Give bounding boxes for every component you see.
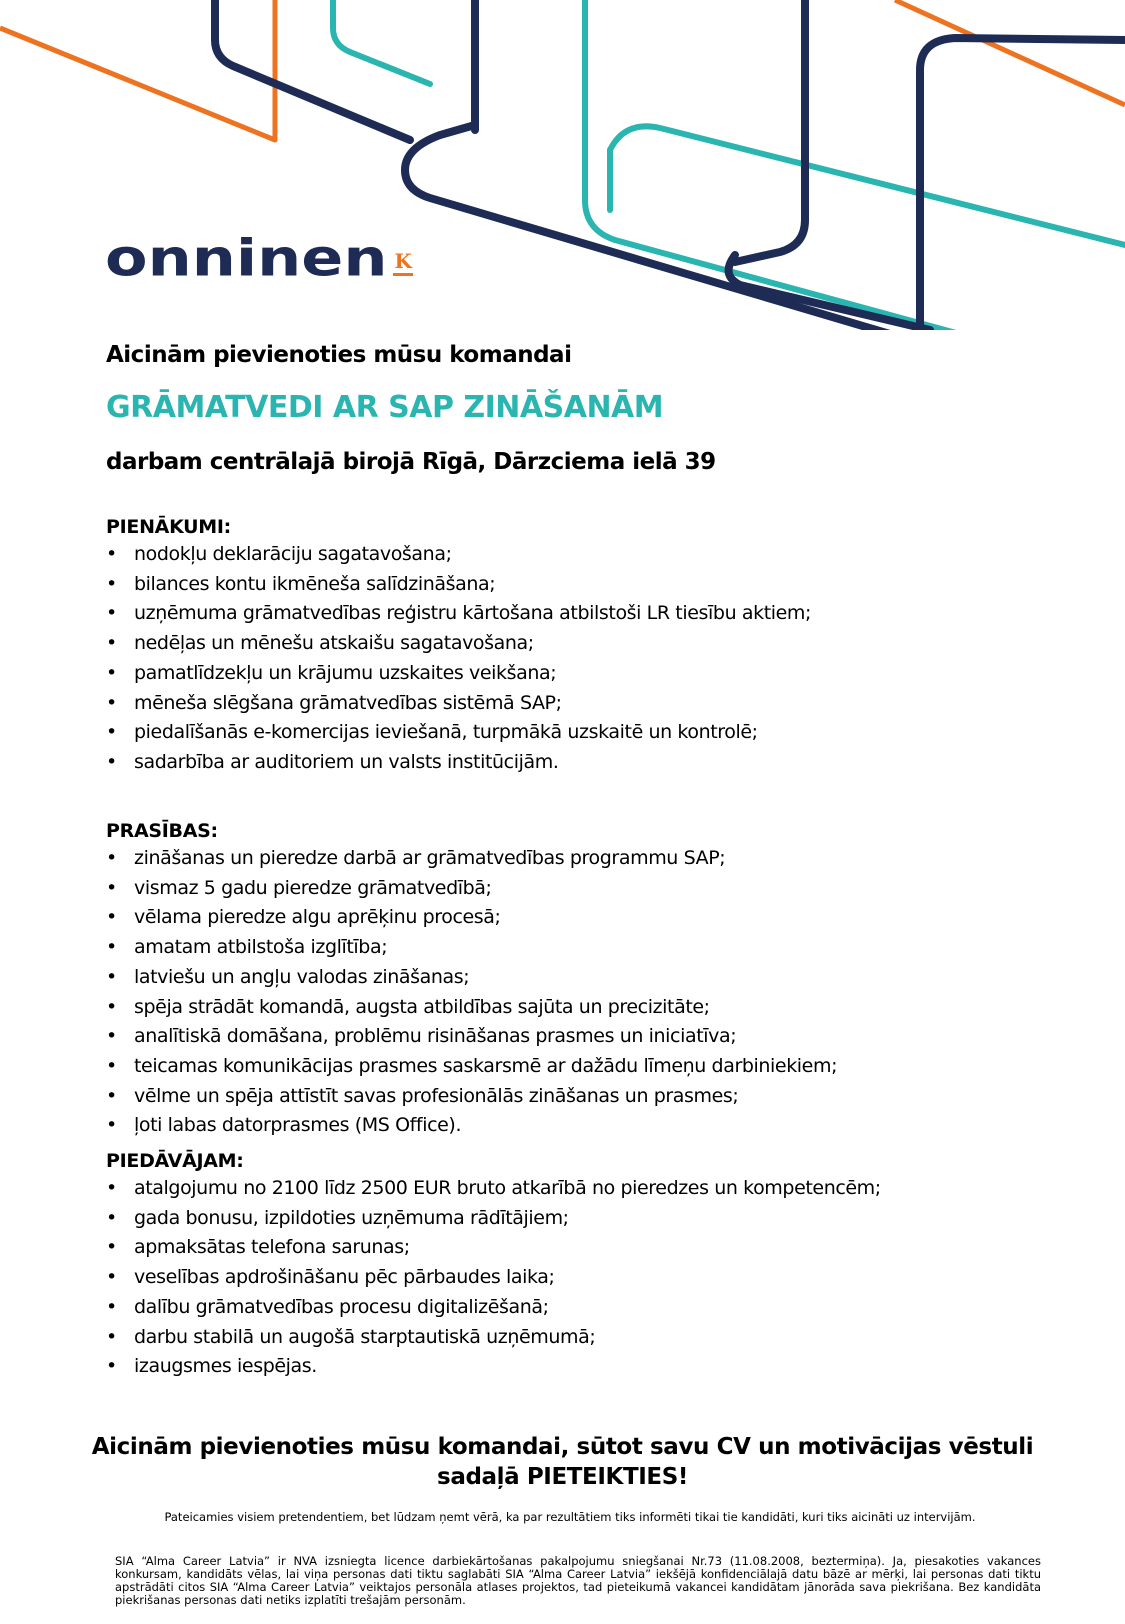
list-item: • sadarbība ar auditoriem un valsts institūcijām.: [106, 748, 811, 778]
duties-heading: PIENĀKUMI:: [106, 516, 231, 538]
list-item: • darbu stabilā un augošā starptautiskā uzņēmumā;: [106, 1323, 881, 1353]
list-item: • vismaz 5 gadu pieredze grāmatvedībā;: [106, 874, 837, 904]
logo-wordmark: onninen: [105, 227, 388, 288]
duties-section: [106, 514, 811, 778]
job-location: darbam centrālajā birojā Rīgā, Dārzciema ielā 39: [106, 449, 716, 475]
list-item: • bilances kontu ikmēneša salīdzināšana;: [106, 570, 811, 600]
list-item: • spēja strādāt komandā, augsta atbildības sajūta un precizitāte;: [106, 993, 837, 1023]
list-item: • piedalīšanās e-komercijas ieviešanā, turpmākā uzskaitē un kontrolē;: [106, 718, 811, 748]
offer-list: [106, 1174, 881, 1382]
list-item: • uzņēmuma grāmatvedības reģistru kārtošana atbilstoši LR tiesību aktiem;: [106, 599, 811, 629]
list-item: • veselības apdrošināšanu pēc pārbaudes laika;: [106, 1263, 881, 1293]
list-item: • gada bonusu, izpildoties uzņēmuma rādītājiem;: [106, 1204, 881, 1234]
cta-line-2: sadaļā PIETEIKTIES!: [437, 1464, 688, 1490]
list-item: • apmaksātas telefona sarunas;: [106, 1233, 881, 1263]
requirements-heading: PRASĪBAS:: [106, 820, 218, 842]
list-item: • amatam atbilstoša izglītība;: [106, 933, 837, 963]
list-item: • vēlama pieredze algu aprēķinu procesā;: [106, 903, 837, 933]
job-title: GRĀMATVEDI AR SAP ZINĀŠANĀM: [106, 390, 664, 425]
list-item: • analītiskā domāšana, problēmu risināšanas prasmes un iniciatīva;: [106, 1022, 837, 1052]
list-item: • atalgojumu no 2100 līdz 2500 EUR bruto atkarībā no pieredzes un kompetencēm;: [106, 1174, 881, 1204]
list-item: • zināšanas un pieredze darbā ar grāmatvedības programmu SAP;: [106, 844, 837, 874]
requirements-list: [106, 844, 837, 1141]
intro-text: Aicinām pievienoties mūsu komandai: [106, 342, 572, 368]
duties-list: [106, 540, 811, 778]
onninen-logo: [105, 227, 413, 288]
call-to-action: [60, 1432, 1065, 1492]
list-item: • ļoti labas datorprasmes (MS Office).: [106, 1111, 837, 1141]
cta-line-1: Aicinām pievienoties mūsu komandai, sūtot savu CV un motivācijas vēstuli: [91, 1434, 1034, 1460]
requirements-section: [106, 818, 837, 1141]
list-item: • dalību grāmatvedības procesu digitalizēšanā;: [106, 1293, 881, 1323]
list-item: • latviešu un angļu valodas zināšanas;: [106, 963, 837, 993]
thanks-note: Pateicamies visiem pretendentiem, bet lūdzam ņemt vērā, ka par rezultātiem tiks informēti tikai tie kandidāti, kuri tiks aicināti uz intervijām.: [164, 1510, 976, 1524]
list-item: • pamatlīdzekļu un krājumu uzskaites veikšana;: [106, 659, 811, 689]
offer-section: [106, 1148, 881, 1382]
list-item: • nedēļas un mēnešu atskaišu sagatavošana;: [106, 629, 811, 659]
list-item: • teicamas komunikācijas prasmes saskarsmē ar dažādu līmeņu darbiniekiem;: [106, 1052, 837, 1082]
logo-k-mark: K: [393, 254, 413, 276]
list-item: • mēneša slēgšana grāmatvedības sistēmā SAP;: [106, 689, 811, 719]
list-item: • vēlme un spēja attīstīt savas profesionālās zināšanas un prasmes;: [106, 1082, 837, 1112]
list-item: • izaugsmes iespējas.: [106, 1352, 881, 1382]
legal-notice: SIA “Alma Career Latvia” ir NVA izsniegta licence darbiekārtošanas pakalpojumu sniegšanai Nr.73 (11.08.2008, beztermiņa). Ja, piesakoties vakances konkursam, kandidāts vēlas, lai viņa personas dati tiktu saglabāti SIA “Alma Career Latvia” iekšējā konfidenciālajā datu bāzē ar mērķi, lai personas dati tiktu apstrādāti citos SIA “Alma Career Latvia” veiktajos personāla atlases projektos, tad pieteikumā vakancei kandidātam jānorāda sava piekrišana. Bez kandidāta piekrišanas personas dati netiks izplatīti trešajām personām.: [115, 1554, 1041, 1607]
list-item: • nodokļu deklarāciju sagatavošana;: [106, 540, 811, 570]
offer-heading: PIEDĀVĀJAM:: [106, 1150, 244, 1172]
